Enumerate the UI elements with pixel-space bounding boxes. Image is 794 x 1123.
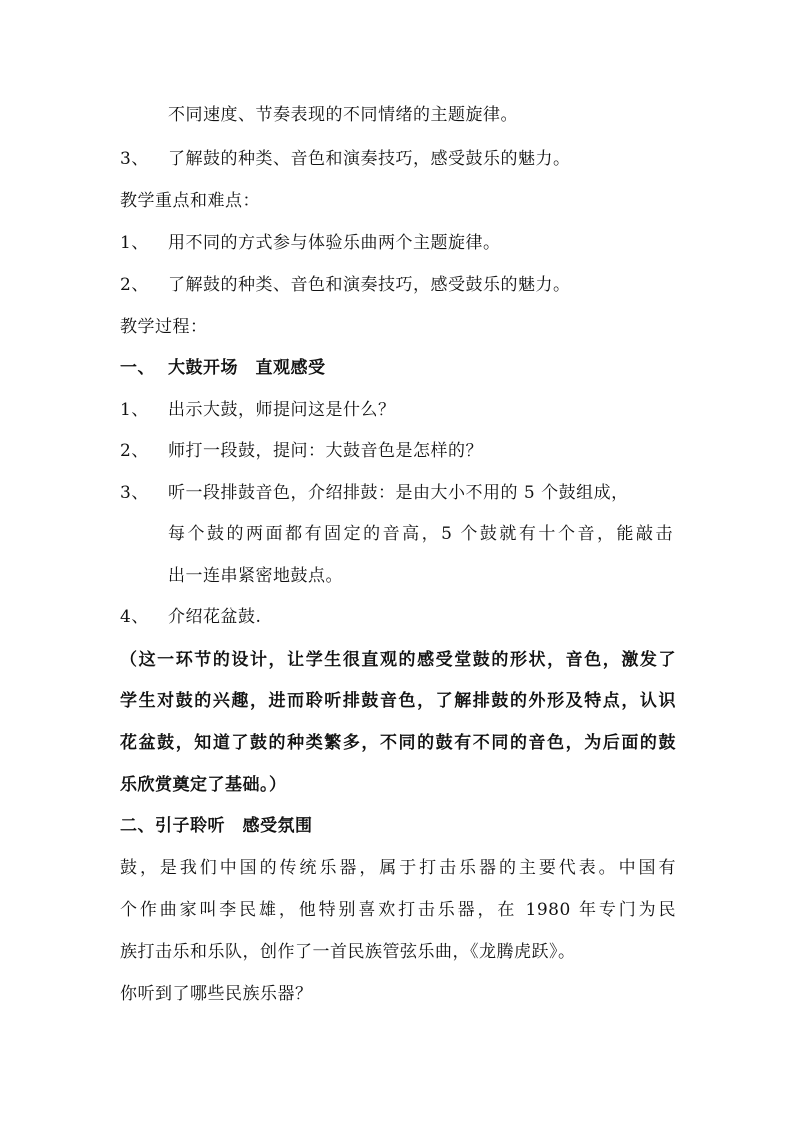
- step-1-3-line-3: 出一连串紧密地鼓点。: [168, 566, 343, 586]
- section-title: 大鼓开场 直观感受: [168, 358, 326, 378]
- key-point-2: [120, 270, 571, 300]
- section-1-heading: [120, 353, 326, 383]
- paragraph-line-1: 鼓，是我们中国的传统乐器，属于打击乐器的主要代表。中国有: [120, 858, 676, 878]
- objective-item-3: [120, 144, 571, 174]
- item-number: 3、: [120, 149, 149, 169]
- design-note-line-4: 乐欣赏奠定了基础。）: [120, 775, 287, 795]
- item-text: 师打一段鼓，提问：大鼓音色是怎样的？: [168, 441, 483, 461]
- step-1-1: [120, 395, 396, 425]
- key-point-1: [120, 228, 501, 258]
- item-number: 2、: [120, 441, 149, 461]
- item-text: 听一段排鼓音色，介绍排鼓：是由大小不用的 5 个鼓组成，: [168, 483, 629, 503]
- section-number: 一、: [120, 358, 155, 378]
- paragraph-line-2: 个作曲家叫李民雄，他特别喜欢打击乐器，在 1980 年专门为民: [120, 900, 676, 920]
- item-number: 3、: [120, 483, 149, 503]
- key-points-heading: 教学重点和难点：: [120, 191, 260, 211]
- objective-continued: 不同速度、节奏表现的不同情绪的主题旋律。: [168, 105, 518, 125]
- step-1-3-line-2: 每个鼓的两面都有固定的音高，5 个鼓就有十个音，能敲击: [168, 524, 673, 544]
- item-text: 了解鼓的种类、音色和演奏技巧，感受鼓乐的魅力。: [168, 275, 571, 295]
- item-text: 出示大鼓，师提问这是什么？: [168, 400, 396, 420]
- step-1-4: [120, 602, 261, 632]
- item-number: 4、: [120, 607, 149, 627]
- paragraph-line-4: 你听到了哪些民族乐器？: [120, 984, 313, 1004]
- design-note-line-2: 学生对鼓的兴趣，进而聆听排鼓音色，了解排鼓的外形及特点，认识: [120, 691, 676, 711]
- item-text: 了解鼓的种类、音色和演奏技巧，感受鼓乐的魅力。: [168, 149, 571, 169]
- step-1-3: [120, 478, 629, 508]
- item-number: 2、: [120, 275, 149, 295]
- process-heading: 教学过程：: [120, 317, 208, 337]
- item-text: 用不同的方式参与体验乐曲两个主题旋律。: [168, 233, 501, 253]
- item-number: 1、: [120, 400, 149, 420]
- design-note-line-3: 花盆鼓，知道了鼓的种类繁多，不同的鼓有不同的音色，为后面的鼓: [120, 733, 676, 753]
- section-2-heading: 二、引子聆听 感受氛围: [120, 816, 313, 836]
- step-1-2: [120, 436, 483, 466]
- design-note-line-1: （这一环节的设计，让学生很直观的感受堂鼓的形状，音色，激发了: [120, 650, 676, 670]
- item-number: 1、: [120, 233, 149, 253]
- paragraph-line-3: 族打击乐和乐队，创作了一首民族管弦乐曲，《龙腾虎跃》。: [120, 942, 576, 962]
- item-text: 介绍花盆鼓.: [168, 607, 262, 627]
